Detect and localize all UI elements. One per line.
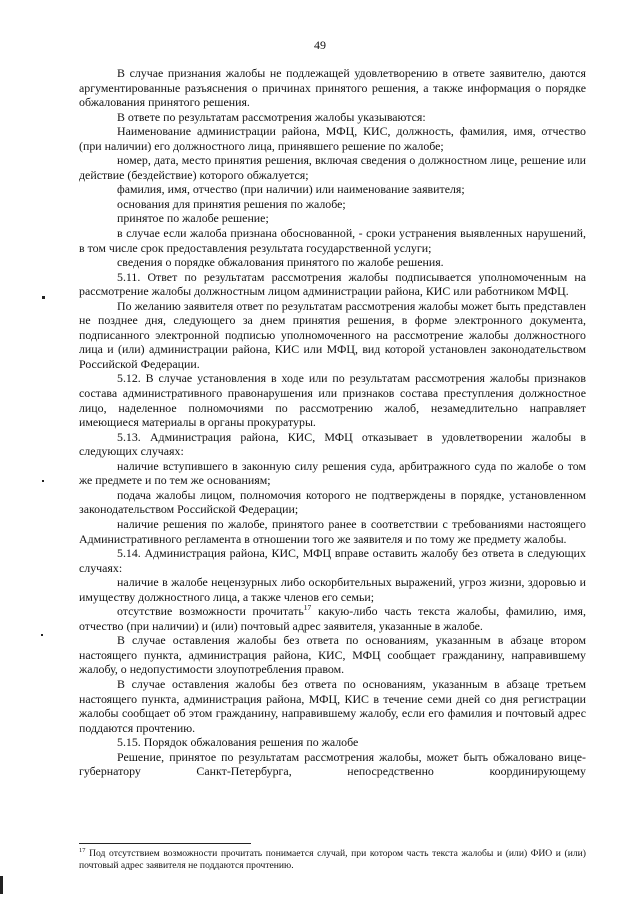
paragraph: в случае если жалоба признана обоснованной, - сроки устранения выявленных нарушений, в том числе срок предоставления результата государственной услуги; xyxy=(79,226,586,255)
paragraph-text: отсутствие возможности прочитать xyxy=(117,604,304,619)
paragraph: номер, дата, место принятия решения, включая сведения о должностном лице, решение или действие (бездействие) которого обжалуется; xyxy=(79,153,586,182)
document-body xyxy=(79,66,586,779)
paragraph: принятое по жалобе решение; xyxy=(117,211,269,226)
scan-speck xyxy=(42,296,45,299)
paragraph: 5.12. В случае установления в ходе или по результатам рассмотрения жалобы признаков состава административного правонарушения или признаков состава преступления должностное лицо, наделенное полномочиями по рассмотрению жалоб, незамедлительно направляет имеющиеся материалы в органы прокуратуры. xyxy=(79,371,586,430)
scan-speck xyxy=(41,634,43,636)
paragraph: наличие в жалобе нецензурных либо оскорбительных выражений, угроз жизни, здоровью и имуществу должностного лица, а также членов его семьи; xyxy=(79,575,586,604)
footnote-text: Под отсутствием возможности прочитать понимается случай, при котором часть текста жалобы и (или) ФИО и (или) почтовый адрес заявителя не поддаются прочтению. xyxy=(79,848,586,872)
scan-speck xyxy=(42,480,44,482)
paragraph: Решение, принятое по результатам рассмотрения жалобы, может быть обжаловано вице-губернатору Санкт-Петербурга, непосредственно координирующему xyxy=(79,749,586,779)
paragraph: В случае оставления жалобы без ответа по основаниям, указанным в абзаце втором настоящего пункта, администрация района, КИС, МФЦ сообщает гражданину, направившему жалобу, о недопустимости злоупотребления правом. xyxy=(79,633,586,677)
paragraph: фамилия, имя, отчество (при наличии) или наименование заявителя; xyxy=(117,182,465,197)
scan-edge-mark xyxy=(0,876,3,894)
paragraph: наличие вступившего в законную силу решения суда, арбитражного суда по жалобе о том же предмете и по тем же основаниям; xyxy=(79,458,586,488)
footnote-divider xyxy=(79,843,251,844)
paragraph-text: какую-либо часть текста жалобы, фамилию, имя, отчество (при наличии) и (или) почтовый адрес заявителя, указанные в жалобе. xyxy=(79,604,586,633)
paragraph: В случае оставления жалобы без ответа по основаниям, указанным в абзаце третьем настоящего пункта, администрация района, МФЦ, КИС в течение семи дней со дня регистрации жалобы сообщает об этом гражданину, направившему жалобу, если его фамилия и почтовый адрес поддаются прочтению. xyxy=(79,676,586,735)
paragraph: подача жалобы лицом, полномочия которого не подтверждены в порядке, установленном законодательством Российской Федерации; xyxy=(79,487,586,517)
paragraph: 5.14. Администрация района, КИС, МФЦ вправе оставить жалобу без ответа в следующих случаях: xyxy=(79,546,586,575)
page-number: 49 xyxy=(314,38,326,52)
paragraph: 5.11. Ответ по результатам рассмотрения жалобы подписывается уполномоченным на рассмотрение жалобы должностным лицом администрации района, КИС или работником МФЦ. xyxy=(79,269,586,299)
paragraph: Наименование администрации района, МФЦ, КИС, должность, фамилия, имя, отчество (при наличии) его должностного лица, принявшего решение по жалобе; xyxy=(79,124,586,153)
paragraph xyxy=(79,604,586,633)
footnote-reference: 17 xyxy=(303,603,312,613)
footnote-mark: 17 xyxy=(79,847,86,854)
paragraph: основания для принятия решения по жалобе; xyxy=(117,196,346,211)
paragraph: наличие решения по жалобе, принятого ранее в соответствии с требованиями настоящего Административного регламента в отношении того же заявителя и по тому же предмету жалобы. xyxy=(79,516,586,546)
paragraph: По желанию заявителя ответ по результатам рассмотрения жалобы может быть представлен не позднее дня, следующего за днем принятия решения, в форме электронного документа, подписанного электронной подписью уполномоченного на рассмотрение жалобы должностного лица и (или) администрации района, КИС или МФЦ, вид которой установлен законодательством Российской Федерации. xyxy=(79,298,586,371)
paragraph: 5.15. Порядок обжалования решения по жалобе xyxy=(117,735,359,750)
paragraph: сведения о порядке обжалования принятого по жалобе решения. xyxy=(117,255,444,270)
paragraph: 5.13. Администрация района, КИС, МФЦ отказывает в удовлетворении жалобы в следующих случаях: xyxy=(79,429,586,459)
paragraph: В случае признания жалобы не подлежащей удовлетворению в ответе заявителю, даются аргументированные разъяснения о причинах принятого решения, а также информация о порядке обжалования принятого решения. xyxy=(79,66,586,110)
paragraph: В ответе по результатам рассмотрения жалобы указываются: xyxy=(117,109,426,124)
footnote xyxy=(79,848,586,872)
